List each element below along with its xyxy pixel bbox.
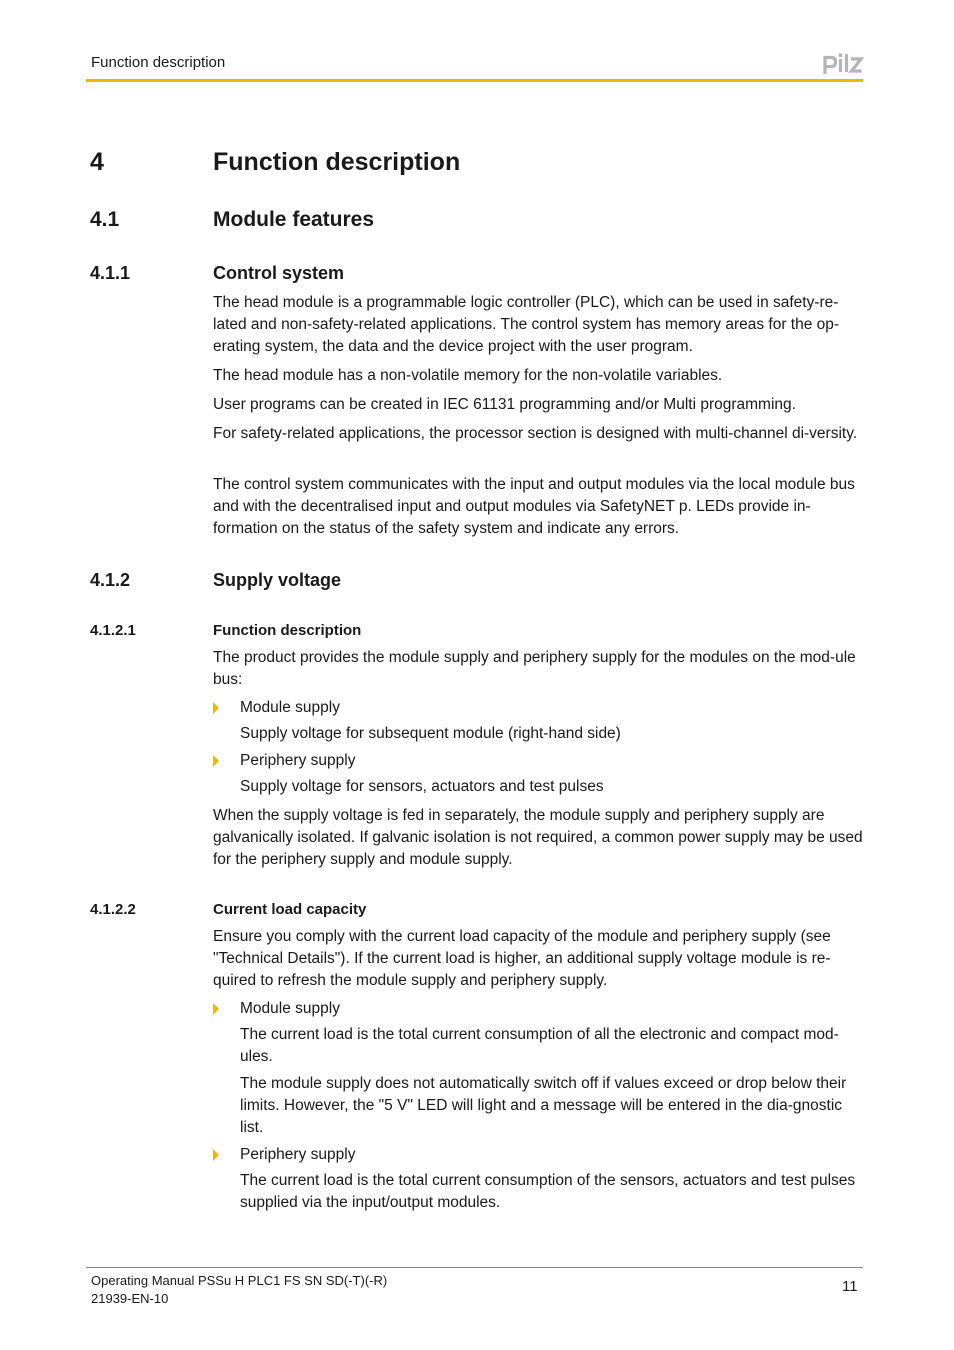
manual-title: Operating Manual PSSu H PLC1 FS SN SD(-T)(-R) (91, 1273, 388, 1288)
bullet-description: The current load is the total current consumption of all the electronic and compact mod-ules. (240, 1026, 839, 1066)
chapter-number: 4 (90, 148, 104, 176)
subsection-number-supply-voltage: 4.1.2 (90, 570, 131, 590)
bullet-description: The module supply does not automatically switch off if values exceed or drop below their limits. However, the "5 V" LED will light and a message will be entered in the dia-gnostic list. (240, 1075, 847, 1137)
bullet-label: Periphery supply (240, 752, 356, 769)
subsubsection-title-function-description: Function description (213, 622, 362, 639)
footer-left (91, 1272, 387, 1308)
bullet-label: Module supply (240, 1000, 340, 1017)
section-title: Module features (213, 208, 375, 231)
subsubsection-title-current-load: Current load capacity (213, 901, 367, 918)
subsection-title-control-system: Control system (213, 263, 345, 283)
header-rule (86, 79, 863, 82)
control-system-paragraph-4: For safety-related applications, the processor section is designed with multi-channel di-versity. (213, 425, 858, 442)
bullet-label: Module supply (240, 699, 340, 716)
page-number: 11 (842, 1278, 858, 1295)
bullet-description: Supply voltage for sensors, actuators and test pulses (240, 778, 604, 795)
control-system-paragraph-3: User programs can be created in IEC 61131 programming and/or Multi programming. (213, 396, 796, 413)
bullet-arrow-icon (213, 702, 219, 714)
footer-rule (86, 1267, 863, 1268)
control-system-paragraph-2: The head module has a non-volatile memory for the non-volatile variables. (213, 367, 723, 384)
running-header: Function description (91, 54, 226, 71)
pilz-logo (822, 52, 864, 76)
subsubsection-number-current-load: 4.1.2.2 (90, 901, 136, 918)
document-number: 21939-EN-10 (91, 1291, 169, 1306)
subsubsection-number-function-description: 4.1.2.1 (90, 622, 136, 639)
bullet-label: Periphery supply (240, 1146, 356, 1163)
bullet-description: Supply voltage for subsequent module (right-hand side) (240, 725, 621, 742)
subsection-title-supply-voltage: Supply voltage (213, 570, 342, 590)
control-system-paragraph-5: The control system communicates with the input and output modules via the local module bus and with the decentralised input and output modules via SafetyNET p. LEDs provide in-formation on the status of the safety system and indicate any errors. (213, 476, 855, 538)
bullet-arrow-icon (213, 1003, 219, 1015)
function-description-intro: The product provides the module supply and periphery supply for the modules on the mod-ule bus: (213, 649, 856, 689)
function-description-closing: When the supply voltage is fed in separately, the module supply and periphery supply are galvanically isolated. If galvanic isolation is not required, a common power supply may be used for the periphery supply and module supply. (213, 807, 863, 869)
subsection-number-control-system: 4.1.1 (90, 263, 131, 283)
section-number: 4.1 (90, 208, 120, 231)
bullet-arrow-icon (213, 1149, 219, 1161)
chapter-title: Function description (213, 148, 461, 176)
bullet-arrow-icon (213, 755, 219, 767)
bullet-description: The current load is the total current consumption of the sensors, actuators and test pulses supplied via the input/output modules. (240, 1172, 856, 1212)
current-load-intro: Ensure you comply with the current load capacity of the module and periphery supply (see "Technical Details"). If the current load is higher, an additional supply voltage module is re-quired to refresh the module supply and periphery supply. (213, 928, 831, 990)
control-system-paragraph-1: The head module is a programmable logic controller (PLC), which can be used in safety-re-lated and non-safety-related applications. The control system has memory areas for the op-erating system, the data and the device project with the user program. (213, 294, 840, 356)
